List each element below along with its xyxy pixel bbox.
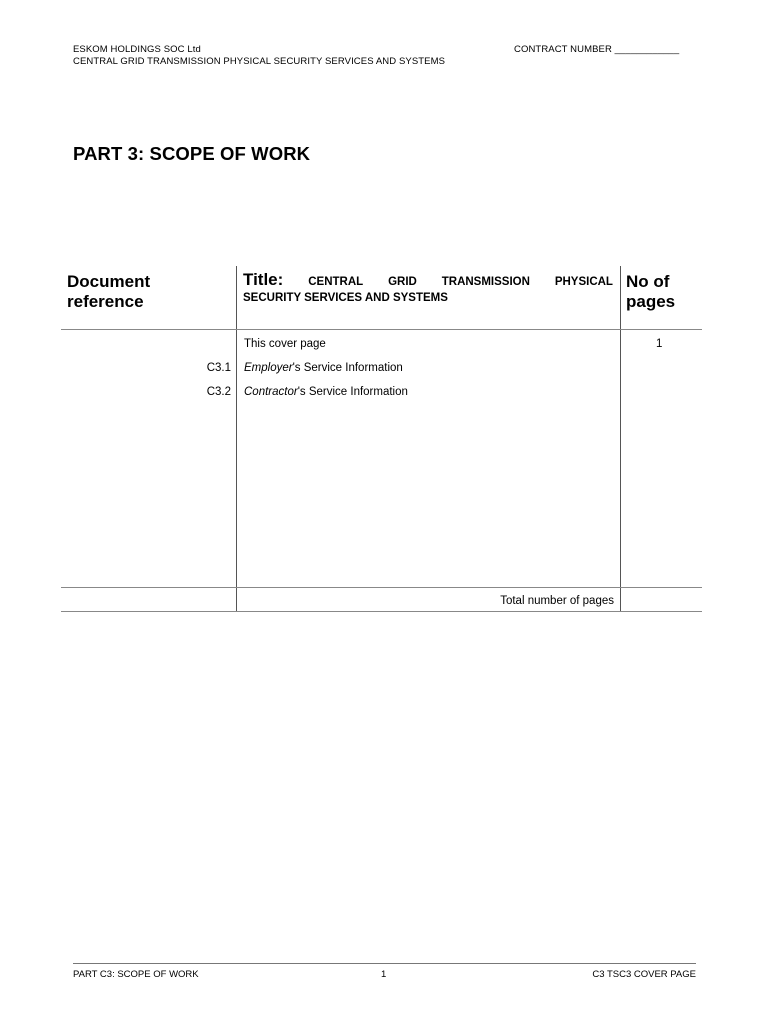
contract-number-label: CONTRACT NUMBER ____________: [514, 44, 680, 55]
row-description: Employer's Service Information: [244, 362, 403, 374]
project-name: CENTRAL GRID TRANSMISSION PHYSICAL SECURITY SERVICES AND SYSTEMS: [73, 56, 446, 67]
table-divider: [620, 266, 621, 612]
document-reference-table: [61, 266, 702, 612]
total-pages-label: Total number of pages: [500, 595, 614, 607]
row-page-count: 1: [656, 338, 663, 350]
page-title: PART 3: SCOPE OF WORK: [73, 143, 311, 164]
document-header-left: [73, 44, 445, 68]
column-header-title: Title: CENTRAL GRID TRANSMISSION PHYSICAL SECURITY SERVICES AND SYSTEMS: [243, 270, 613, 304]
row-reference: C3.2: [206, 386, 231, 398]
column-header-no-of-pages: No of pages: [626, 272, 676, 311]
row-description: This cover page: [244, 338, 326, 350]
table-divider: [61, 587, 702, 588]
table-divider: [61, 329, 702, 330]
footer-left: PART C3: SCOPE OF WORK: [73, 969, 199, 980]
company-name: ESKOM HOLDINGS SOC Ltd: [73, 44, 201, 55]
table-divider: [236, 266, 237, 612]
footer-divider: [73, 963, 696, 964]
row-reference: C3.1: [206, 362, 231, 374]
row-description: Contractor's Service Information: [244, 386, 408, 398]
title-prefix: Title:: [243, 270, 284, 289]
footer-right: C3 TSC3 COVER PAGE: [592, 969, 696, 980]
column-header-document-reference: Document reference: [67, 272, 151, 311]
table-divider: [61, 611, 702, 612]
footer-page-number: 1: [381, 969, 387, 980]
